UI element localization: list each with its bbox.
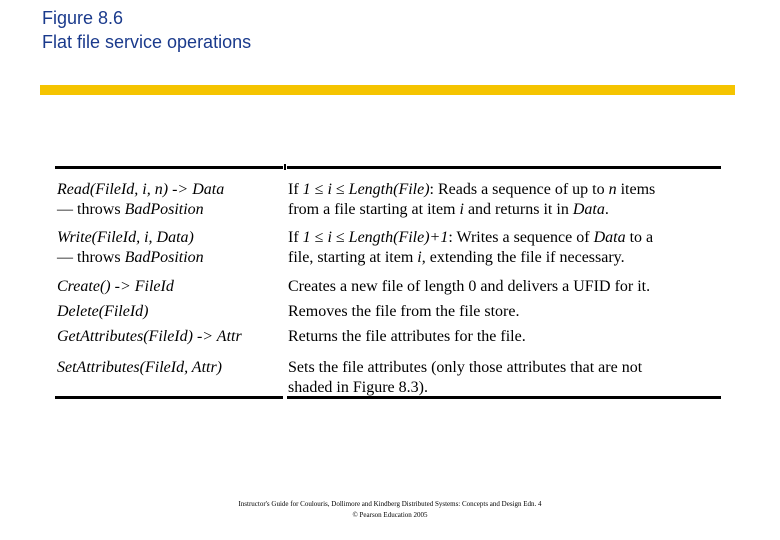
- throws-label: — throws: [57, 201, 125, 218]
- description-line-1: [288, 180, 728, 200]
- operation-description: [288, 358, 728, 398]
- desc-text: to a: [625, 229, 654, 246]
- description-line-1: Sets the file attributes (only those attributes that are not: [288, 359, 643, 376]
- description-line-2: [288, 200, 728, 220]
- exception-name: BadPosition: [124, 201, 204, 218]
- desc-var: i: [459, 201, 464, 218]
- footer-credit: [0, 499, 780, 521]
- accent-bar: [40, 85, 735, 95]
- footer-line-2: © Pearson Education 2005: [352, 511, 428, 519]
- desc-var: Data: [572, 201, 605, 218]
- desc-text: and returns it in: [463, 201, 573, 218]
- description-line-2: shaded in Figure 8.3).: [288, 379, 428, 396]
- desc-text: file, starting at item: [288, 249, 418, 266]
- throws-line: [57, 200, 285, 220]
- table-top-rule-left: [55, 166, 283, 169]
- figure-title: Flat file service operations: [42, 32, 252, 52]
- desc-text: : Reads a sequence of up to: [429, 181, 609, 198]
- operation-description: [288, 228, 728, 268]
- signature-line: Read(FileId, i, n) -> Data: [57, 181, 225, 198]
- operation-signature: Delete(FileId): [57, 303, 149, 320]
- figure-title-block: [42, 6, 251, 54]
- desc-text: If: [288, 229, 303, 246]
- operation-signature: [57, 228, 285, 268]
- desc-text: from a file starting at item: [288, 201, 460, 218]
- desc-text: .: [604, 201, 609, 218]
- desc-text: : Writes a sequence of: [448, 229, 594, 246]
- table-top-rule-right: [287, 166, 721, 169]
- operation-description: Removes the file from the file store.: [288, 303, 520, 320]
- operation-signature: GetAttributes(FileId) -> Attr: [57, 328, 242, 345]
- table-column-tick: [284, 164, 286, 170]
- operation-description: [288, 180, 728, 220]
- operation-signature: [57, 180, 285, 220]
- footer-line-1: Instructor's Guide for Coulouris, Dollimore and Kindberg Distributed Systems: Concepts and Design Edn. 4: [238, 500, 542, 508]
- operation-description: Returns the file attributes for the file.: [288, 328, 526, 345]
- desc-var: Data: [593, 229, 626, 246]
- desc-condition: 1 ≤ i ≤ Length(File)+1: [302, 229, 449, 246]
- desc-text: , extending the file if necessary.: [421, 249, 625, 266]
- desc-var: n: [608, 181, 617, 198]
- operation-description: Creates a new file of length 0 and delivers a UFID for it.: [288, 278, 651, 295]
- exception-name: BadPosition: [124, 249, 204, 266]
- throws-line: [57, 248, 285, 268]
- description-line-1: [288, 228, 728, 248]
- figure-label: Figure 8.6: [42, 8, 124, 28]
- operation-signature: SetAttributes(FileId, Attr): [57, 359, 223, 376]
- throws-label: — throws: [57, 249, 125, 266]
- desc-text: items: [616, 181, 656, 198]
- desc-var: i: [417, 249, 422, 266]
- description-line-2: [288, 248, 728, 268]
- desc-text: If: [288, 181, 303, 198]
- table-bottom-rule-left: [55, 396, 283, 399]
- signature-line: Write(FileId, i, Data): [57, 229, 194, 246]
- desc-condition: 1 ≤ i ≤ Length(File): [302, 181, 430, 198]
- operation-signature: Create() -> FileId: [57, 278, 174, 295]
